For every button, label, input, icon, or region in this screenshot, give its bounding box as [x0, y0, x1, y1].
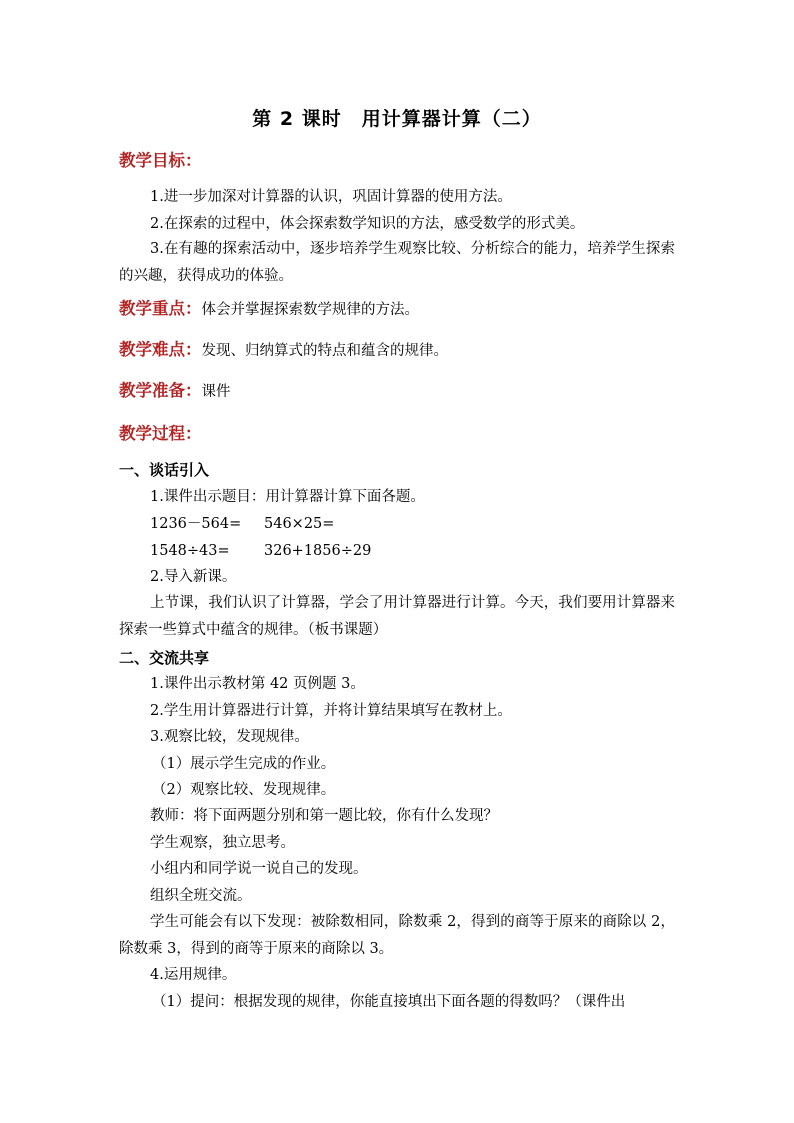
- exercise-2: 546×25=: [264, 516, 335, 532]
- difficulty-row: [119, 339, 448, 362]
- difficulty-value: 发现、归纳算式的特点和蕴含的规律。: [201, 343, 448, 359]
- page-title: 第 2 课时 用计算器计算（二）: [252, 108, 542, 130]
- section1-item2: 2.导入新课。: [150, 569, 237, 585]
- exercise-3: 1548÷43=: [150, 543, 230, 559]
- teacher-line: 小组内和同学说一说自己的发现。: [150, 861, 368, 877]
- objectives-heading: [119, 150, 202, 172]
- teacher-line: 学生观察，独立思考。: [150, 835, 295, 851]
- difficulty-label: 教学难点：: [119, 340, 202, 359]
- section2-item4-sub: （1）提问：根据发现的规律，你能直接填出下面各题的得数吗？（课件出: [152, 994, 626, 1010]
- process-heading: [119, 423, 202, 445]
- objective-item: 1.进一步加深对计算器的认识，巩固计算器的使用方法。: [150, 189, 512, 205]
- section2-item4: 4.运用规律。: [150, 967, 237, 983]
- objective-item: 2.在探索的过程中，体会探索数学知识的方法，感受数学的形式美。: [150, 216, 585, 232]
- section1-paragraph: 上节课，我们认识了计算器，学会了用计算器进行计算。今天，我们要用计算器来探索一些算式中蕴含的规律。（板书课题）: [119, 595, 675, 638]
- section-heading: 一、谈话引入: [119, 461, 210, 479]
- key-point-value: 体会并掌握探索数学规律的方法。: [201, 302, 419, 318]
- teacher-line: 教师：将下面两题分别和第一题比较，你有什么发现？: [150, 808, 498, 824]
- section2-subline: （2）观察比较、发现规律。: [152, 782, 336, 798]
- section-heading: 二、交流共享: [119, 649, 210, 667]
- section2-line: 2.学生用计算器进行计算，并将计算结果填写在教材上。: [150, 703, 512, 719]
- exercise-4: 326+1856÷29: [264, 543, 372, 559]
- section2-line: 1.课件出示教材第 42 页例题 3。: [150, 676, 365, 692]
- preparation-label: 教学准备：: [119, 381, 202, 400]
- discovery-paragraph: 学生可能会有以下发现：被除数相同，除数乘 2，得到的商等于原来的商除以 2，除数乘 3，得到的商等于原来的商除以 3。: [119, 914, 675, 957]
- objectives-label: 教学目标：: [119, 151, 202, 170]
- key-point-row: [119, 298, 419, 321]
- section1-item1: 1.课件出示题目：用计算器计算下面各题。: [150, 489, 425, 505]
- exercise-1: 1236－564=: [150, 516, 242, 532]
- section2-subline: （1）展示学生完成的作业。: [152, 756, 336, 772]
- section2-line: 3.观察比较，发现规律。: [150, 729, 309, 745]
- key-point-label: 教学重点：: [119, 299, 202, 318]
- preparation-row: [119, 380, 231, 403]
- teacher-line: 组织全班交流。: [150, 888, 252, 904]
- preparation-value: 课件: [201, 384, 231, 400]
- process-label: 教学过程：: [119, 424, 202, 443]
- objective-item: 3.在有趣的探索活动中，逐步培养学生观察比较、分析综合的能力，培养学生探索的兴趣，获得成功的体验。: [119, 241, 675, 284]
